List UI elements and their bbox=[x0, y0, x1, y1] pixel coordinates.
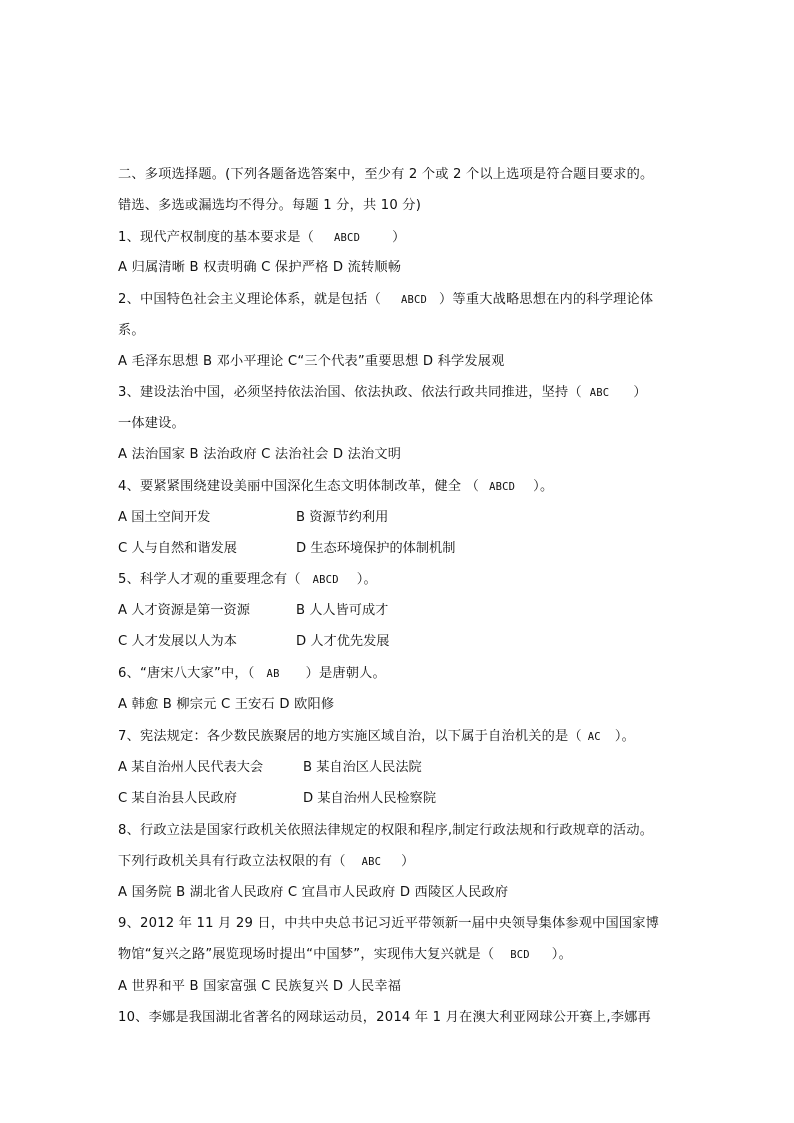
question-2-stem bbox=[118, 290, 653, 310]
question-1-text: 1、现代产权制度的基本要求是（ bbox=[118, 230, 315, 245]
question-7-close: ）。 bbox=[614, 729, 635, 744]
question-4-option-b: B 资源节约利用 bbox=[296, 510, 389, 525]
question-9-close: ）。 bbox=[551, 947, 572, 962]
question-4-option-a: A 国土空间开发 bbox=[118, 510, 211, 525]
question-1-close: ） bbox=[392, 230, 406, 245]
question-4-option-d: D 生态环境保护的体制机制 bbox=[296, 541, 456, 556]
question-7-options-row2 bbox=[118, 789, 718, 809]
question-3-answer: ABC bbox=[589, 387, 610, 399]
question-5-option-d: D 人才优先发展 bbox=[296, 634, 390, 649]
question-1-options: A 归属清晰 B 权责明确 C 保护严格 D 流转顺畅 bbox=[118, 260, 402, 275]
question-5-options-row2 bbox=[118, 632, 718, 652]
question-5-option-b: B 人人皆可成才 bbox=[296, 603, 389, 618]
question-3-text: 3、建设法治中国，必须坚持依法治国、依法执政、依法行政共同推进，坚持（ bbox=[118, 385, 582, 400]
question-9-options: A 世界和平 B 国家富强 C 民族复兴 D 人民幸福 bbox=[118, 979, 402, 994]
question-7-answer: AC bbox=[587, 731, 601, 743]
question-2-options: A 毛泽东思想 B 邓小平理论 C“三个代表”重要思想 D 科学发展观 bbox=[118, 354, 505, 369]
question-5-answer: ABCD bbox=[312, 574, 339, 586]
question-5-option-a: A 人才资源是第一资源 bbox=[118, 603, 250, 618]
question-4-options-row1 bbox=[118, 508, 718, 528]
question-7-option-d: D 某自治州人民检察院 bbox=[303, 791, 437, 806]
question-7-option-c: C 某自治县人民政府 bbox=[118, 791, 237, 806]
question-2-stem-end: 系。 bbox=[118, 323, 145, 338]
question-3-close: ） bbox=[633, 385, 647, 400]
question-9-answer: BCD bbox=[510, 949, 530, 961]
question-3-stem bbox=[118, 383, 647, 403]
question-8-text: 下列行政机关具有行政立法权限的有（ bbox=[118, 854, 346, 869]
question-9-text: 物馆“复兴之路”展览现场时提出“中国梦”，实现伟大复兴就是（ bbox=[118, 947, 495, 962]
question-7-option-a: A 某自治州人民代表大会 bbox=[118, 760, 264, 775]
question-8-options: A 国务院 B 湖北省人民政府 C 宜昌市人民政府 D 西陵区人民政府 bbox=[118, 885, 509, 900]
question-7-options-row1 bbox=[118, 758, 718, 778]
question-10-stem: 10、李娜是我国湖北省著名的网球运动员，2014 年 1 月在澳大利亚网球公开赛上,李娜再 bbox=[118, 1010, 651, 1025]
question-4-close: ）。 bbox=[533, 479, 554, 494]
question-4-stem bbox=[118, 477, 553, 497]
question-4-text: 4、要紧紧围绕建设美丽中国深化生态文明体制改革，健全 （ bbox=[118, 479, 480, 494]
question-5-text: 5、科学人才观的重要理念有（ bbox=[118, 572, 301, 587]
question-7-option-b: B 某自治区人民法院 bbox=[303, 760, 422, 775]
question-6-stem bbox=[118, 664, 386, 684]
question-9-stem: 9、2012 年 11 月 29 日，中共中央总书记习近平带领新一届中央领导集体参观中国国家博 bbox=[118, 916, 660, 931]
question-4-option-c: C 人与自然和谐发展 bbox=[118, 541, 237, 556]
question-8-stem-cont bbox=[118, 852, 415, 872]
question-8-answer: ABC bbox=[361, 856, 382, 868]
question-5-close: ）。 bbox=[356, 572, 377, 587]
question-8-close: ） bbox=[401, 854, 415, 869]
question-2-text: 2、中国特色社会主义理论体系，就是包括（ bbox=[118, 292, 381, 307]
question-7-stem bbox=[118, 727, 635, 747]
question-1-stem bbox=[118, 228, 406, 248]
section-header-line2: 错选、多选或漏选均不得分。每题 1 分，共 10 分) bbox=[118, 198, 422, 213]
question-6-answer: AB bbox=[266, 668, 280, 680]
question-1-answer: ABCD bbox=[334, 232, 361, 244]
question-8-stem: 8、行政立法是国家行政机关依照法律规定的权限和程序,制定行政法规和行政规章的活动。 bbox=[118, 823, 654, 838]
question-3-stem-end: 一体建设。 bbox=[118, 416, 185, 431]
question-7-text: 7、宪法规定：各少数民族聚居的地方实施区域自治，以下属于自治机关的是（ bbox=[118, 729, 582, 744]
section-header-line1: 二、多项选择题。(下列各题备选答案中，至少有 2 个或 2 个以上选项是符合题目要求的。 bbox=[118, 167, 654, 182]
question-2-answer: ABCD bbox=[400, 294, 428, 306]
question-2-text-cont: ）等重大战略思想在内的科学理论体 bbox=[439, 292, 654, 307]
question-6-text: 6、“唐宋八大家”中，（ bbox=[118, 666, 255, 681]
question-5-options-row1 bbox=[118, 601, 718, 621]
question-5-option-c: C 人才发展以人为本 bbox=[118, 634, 237, 649]
question-6-options: A 韩愈 B 柳宗元 C 王安石 D 欧阳修 bbox=[118, 697, 335, 712]
question-5-stem bbox=[118, 570, 377, 590]
question-9-stem-cont bbox=[118, 945, 572, 965]
question-6-text-cont: ）是唐朝人。 bbox=[305, 666, 386, 681]
question-4-options-row2 bbox=[118, 539, 718, 559]
question-3-options: A 法治国家 B 法治政府 C 法治社会 D 法治文明 bbox=[118, 447, 402, 462]
question-4-answer: ABCD bbox=[489, 481, 516, 493]
